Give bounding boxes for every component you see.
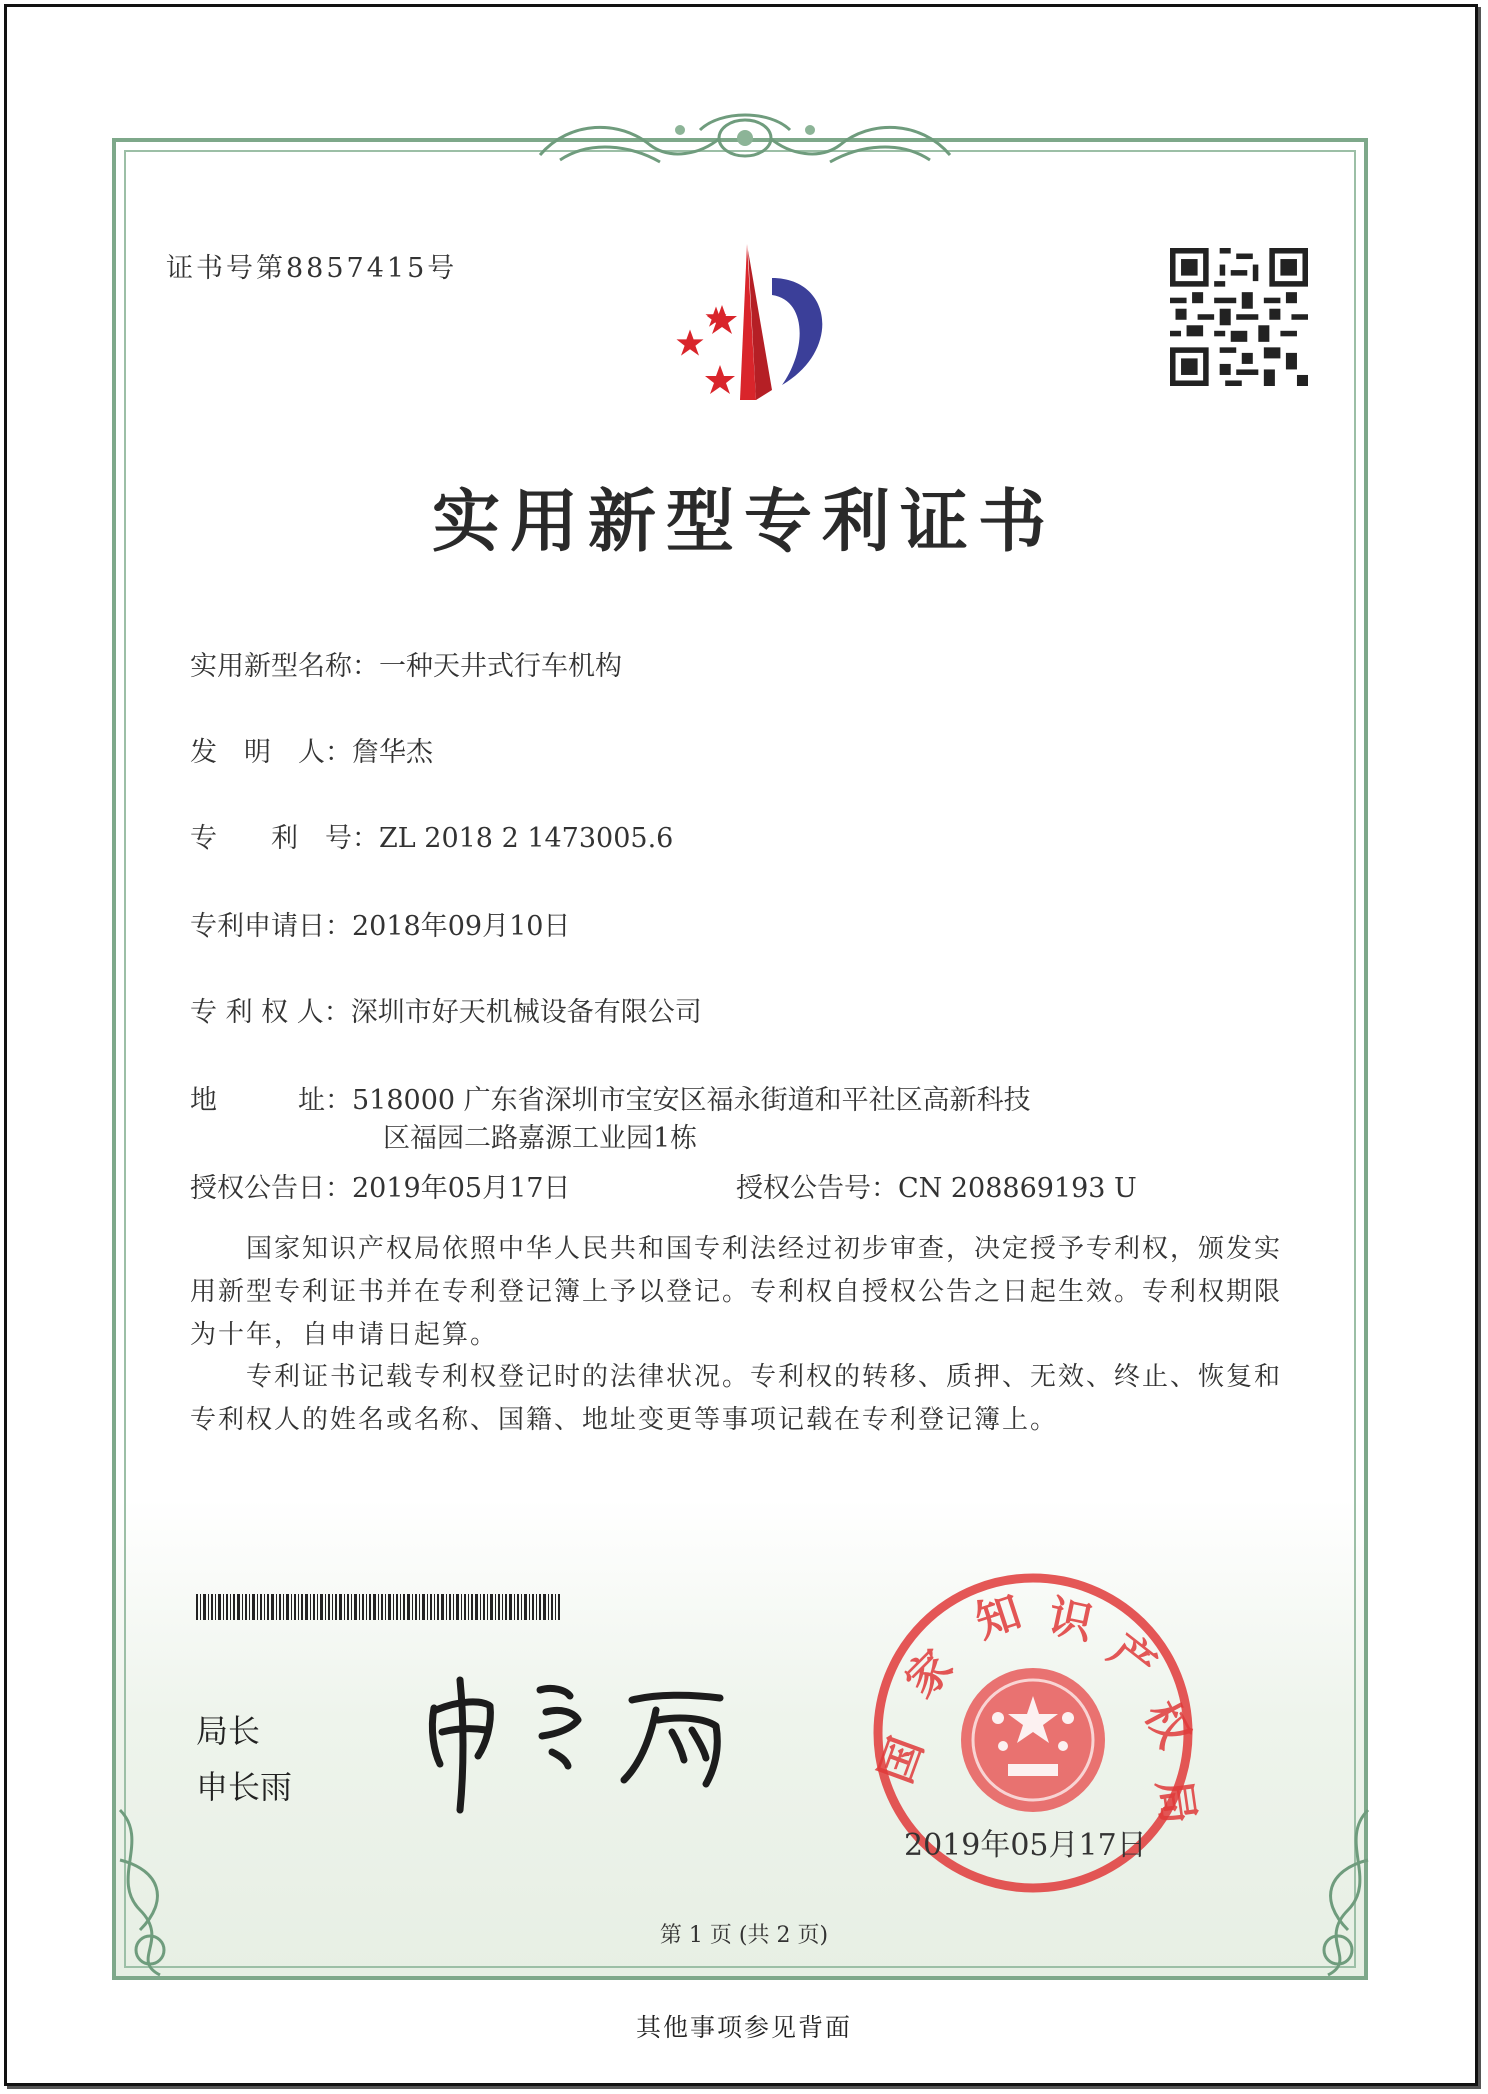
svg-text:产: 产 bbox=[1099, 1624, 1166, 1692]
seal-date: 2019年05月17日 bbox=[904, 1828, 1147, 1863]
corner-ornament-right-icon bbox=[1278, 1800, 1388, 1980]
patentee-row bbox=[190, 990, 702, 1029]
inventor-row bbox=[190, 730, 433, 769]
director-title: 局长 bbox=[196, 1712, 261, 1750]
patentee-label: 专 利 权 人： bbox=[190, 997, 351, 1028]
patent-number-value: ZL 2018 2 1473005.6 bbox=[379, 823, 674, 854]
footer-note: 其他事项参见背面 bbox=[635, 2013, 852, 2042]
grant-number-value: CN 208869193 U bbox=[898, 1173, 1137, 1204]
director-signature-icon bbox=[420, 1660, 760, 1820]
page-number: 第 1 页 (共 2 页) bbox=[659, 1923, 829, 1948]
address-row bbox=[190, 1078, 1031, 1117]
address-line-1: 518000 广东省深圳市宝安区福永街道和平社区高新科技 bbox=[352, 1085, 1031, 1116]
director-name: 申长雨 bbox=[196, 1768, 293, 1806]
filing-date-value: 2018年09月10日 bbox=[352, 911, 571, 942]
barcode-icon bbox=[196, 1594, 560, 1620]
svg-text:权: 权 bbox=[1134, 1693, 1200, 1757]
qr-code-icon bbox=[1170, 248, 1308, 386]
svg-text:国: 国 bbox=[870, 1730, 934, 1790]
grant-date-label: 授权公告日： bbox=[190, 1173, 352, 1204]
body-paragraph-1: 国家知识产权局依照中华人民共和国专利法经过初步审查，决定授予专利权，颁发实用新型专利证书并在专利登记簿上予以登记。专利权自授权公告之日起生效。专利权期限为十年，自申请日起算。 bbox=[190, 1234, 1283, 1350]
certificate-number: 证书号第8857415号 bbox=[166, 253, 458, 284]
patent-number-row bbox=[190, 816, 673, 855]
name-value: 一种天井式行车机构 bbox=[379, 651, 622, 682]
svg-text:知: 知 bbox=[969, 1586, 1028, 1649]
svg-text:局: 局 bbox=[1147, 1776, 1204, 1828]
patent-number-label: 专 利 号： bbox=[190, 823, 379, 854]
grant-number-label: 授权公告号： bbox=[736, 1173, 898, 1204]
page-title: 实用新型专利证书 bbox=[431, 482, 1056, 562]
grant-date-row bbox=[190, 1166, 570, 1205]
filing-date-label: 专利申请日： bbox=[190, 911, 352, 942]
inventor-label: 发 明 人： bbox=[190, 737, 352, 768]
corner-ornament-left-icon bbox=[100, 1800, 210, 1980]
patentee-value: 深圳市好天机械设备有限公司 bbox=[350, 997, 702, 1028]
inventor-value: 詹华杰 bbox=[352, 737, 433, 768]
top-ornament-icon bbox=[530, 100, 960, 180]
address-line-2: 区福园二路嘉源工业园1栋 bbox=[383, 1123, 698, 1154]
grant-number-row bbox=[736, 1166, 1137, 1205]
patent-office-logo-icon bbox=[632, 240, 852, 410]
utility-model-name-row bbox=[190, 644, 622, 683]
svg-text:识: 识 bbox=[1043, 1590, 1098, 1650]
name-label: 实用新型名称： bbox=[190, 651, 379, 682]
grant-date-value: 2019年05月17日 bbox=[352, 1173, 571, 1204]
svg-text:家: 家 bbox=[895, 1640, 963, 1708]
address-label: 地 址： bbox=[190, 1085, 352, 1116]
body-paragraph-2: 专利证书记载专利权登记时的法律状况。专利权的转移、质押、无效、终止、恢复和专利权人的姓名或名称、国籍、地址变更等事项记载在专利登记簿上。 bbox=[190, 1362, 1283, 1435]
filing-date-row bbox=[190, 904, 570, 943]
